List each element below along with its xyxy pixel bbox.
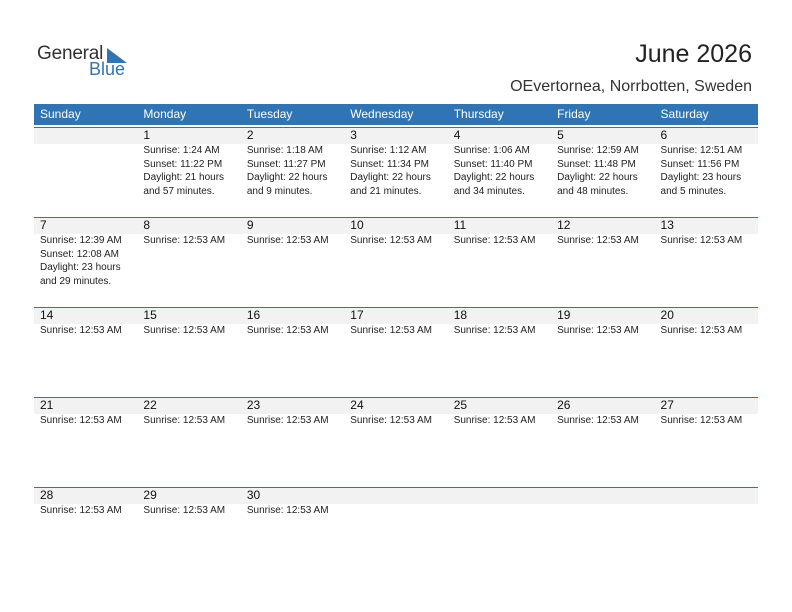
day-cell — [551, 127, 654, 198]
page-title: June 2026 — [635, 40, 752, 68]
day-info-line: and 29 minutes. — [40, 275, 112, 287]
day-info-line: Sunrise: 12:53 AM — [660, 325, 743, 336]
brand-logo — [37, 43, 132, 79]
day-info-line: Sunrise: 12:53 AM — [246, 415, 329, 426]
day-info-line: and 34 minutes. — [453, 185, 525, 197]
day-info-line: Sunset: 11:40 PM — [453, 158, 533, 170]
day-cell — [344, 307, 447, 338]
day-info-line: Sunrise: 12:53 AM — [143, 415, 226, 426]
day-info-line: Daylight: 23 hours — [660, 172, 742, 183]
day-info-line: Sunrise: 12:53 AM — [246, 325, 329, 336]
week-row — [34, 307, 758, 338]
weekday-header-friday: Friday — [557, 107, 591, 121]
day-number: 25 — [453, 398, 468, 412]
day-info-line: Sunrise: 1:12 AM — [350, 145, 427, 156]
day-info-line: Sunrise: 12:51 AM — [660, 145, 743, 156]
day-number: 23 — [246, 398, 261, 412]
day-info-line: and 48 minutes. — [557, 185, 629, 197]
day-number: 28 — [40, 488, 54, 502]
day-info-line: Daylight: 22 hours — [350, 172, 431, 183]
day-number: 24 — [350, 398, 364, 412]
day-cell — [655, 127, 758, 198]
day-info-line: Sunrise: 12:53 AM — [143, 505, 226, 516]
day-info-line: and 9 minutes. — [246, 185, 313, 197]
weekday-header-sunday: Sunday — [40, 107, 81, 121]
day-cell — [551, 487, 654, 518]
day-cell — [551, 217, 654, 288]
weekday-header-tuesday: Tuesday — [246, 107, 293, 121]
day-cell — [241, 217, 344, 288]
day-info-line: Sunrise: 12:39 AM — [40, 235, 122, 246]
weekday-header-wednesday: Wednesday — [350, 107, 414, 121]
day-cell — [137, 397, 240, 428]
day-number — [454, 487, 551, 504]
day-cell — [34, 487, 137, 518]
day-info-line: Sunrise: 12:53 AM — [557, 415, 639, 426]
location-subtitle: OEvertornea, Norrbotten, Sweden — [510, 78, 752, 95]
day-number: 14 — [40, 308, 54, 322]
day-cell — [241, 307, 344, 338]
day-cell — [344, 487, 447, 518]
day-info-line: Sunrise: 12:53 AM — [453, 235, 536, 246]
day-info-line: and 21 minutes. — [350, 185, 422, 197]
day-info-line: Sunrise: 12:53 AM — [40, 415, 122, 426]
day-cell — [655, 217, 758, 288]
day-number: 30 — [246, 488, 261, 502]
day-info-line: Daylight: 22 hours — [557, 172, 638, 183]
day-info-line: Sunrise: 12:59 AM — [557, 145, 639, 156]
day-info-line: and 5 minutes. — [660, 185, 727, 197]
day-info-line: Sunrise: 12:53 AM — [143, 325, 226, 336]
day-info-line: Sunset: 12:08 AM — [40, 248, 119, 260]
day-cell — [448, 487, 551, 518]
day-number: 18 — [453, 308, 468, 322]
day-info-line: Sunset: 11:22 PM — [143, 158, 223, 170]
day-cell — [551, 397, 654, 428]
day-info-line: Sunrise: 12:53 AM — [660, 235, 743, 246]
week-row — [34, 487, 758, 518]
day-cell — [34, 217, 137, 288]
day-number — [661, 487, 758, 504]
day-info-line: Daylight: 22 hours — [246, 172, 328, 183]
day-info-line: Sunrise: 12:53 AM — [557, 325, 639, 336]
day-number: 9 — [246, 218, 254, 232]
day-cell — [655, 307, 758, 338]
day-number: 3 — [350, 128, 357, 142]
day-info-line: Sunrise: 12:53 AM — [660, 415, 743, 426]
day-info-line: Sunrise: 12:53 AM — [350, 415, 432, 426]
day-number: 1 — [143, 128, 151, 142]
day-number: 6 — [660, 128, 668, 142]
day-cell — [137, 217, 240, 288]
day-info-line: Sunrise: 12:53 AM — [246, 235, 329, 246]
day-cell — [344, 217, 447, 288]
day-number: 4 — [453, 128, 461, 142]
day-number: 12 — [557, 218, 571, 232]
weekday-header-saturday: Saturday — [660, 107, 709, 121]
day-number: 10 — [350, 218, 364, 232]
day-info-line: Sunrise: 1:18 AM — [246, 145, 323, 156]
day-number: 11 — [453, 218, 467, 232]
weekday-header-monday: Monday — [143, 107, 187, 121]
day-number — [350, 487, 447, 504]
day-number: 16 — [246, 308, 261, 322]
day-info-line: Sunset: 11:48 PM — [557, 158, 636, 170]
day-number — [557, 487, 654, 504]
day-info-line: Sunrise: 1:06 AM — [453, 145, 530, 156]
day-cell — [344, 127, 447, 198]
day-cell — [344, 397, 447, 428]
day-info-line: Daylight: 23 hours — [40, 262, 121, 273]
week-row — [34, 127, 758, 198]
day-info-line: Sunrise: 12:53 AM — [453, 415, 536, 426]
day-info-line: Sunrise: 12:53 AM — [143, 235, 226, 246]
day-info-line: Daylight: 22 hours — [453, 172, 535, 183]
day-number: 17 — [350, 308, 364, 322]
day-cell — [34, 127, 137, 198]
week-row — [34, 397, 758, 428]
day-cell — [448, 397, 551, 428]
day-cell — [551, 307, 654, 338]
day-info-line: Sunrise: 12:53 AM — [40, 505, 122, 516]
day-number: 13 — [660, 218, 674, 232]
day-cell — [241, 127, 344, 198]
day-cell — [241, 397, 344, 428]
day-cell — [241, 487, 344, 518]
logo-text-blue: Blue — [89, 59, 126, 79]
day-cell — [448, 217, 551, 288]
day-cell — [34, 307, 137, 338]
day-number: 19 — [557, 308, 571, 322]
day-info-line: Sunset: 11:56 PM — [660, 158, 740, 170]
day-cell — [34, 397, 137, 428]
day-number: 21 — [40, 398, 54, 412]
day-info-line: Daylight: 21 hours — [143, 172, 225, 183]
day-info-line: Sunset: 11:27 PM — [246, 158, 326, 170]
day-info-line: Sunrise: 12:53 AM — [350, 235, 432, 246]
day-info-line: Sunrise: 12:53 AM — [246, 505, 329, 516]
day-cell — [655, 397, 758, 428]
day-number: 2 — [246, 128, 254, 142]
day-number: 8 — [143, 218, 151, 232]
day-cell — [137, 127, 240, 198]
day-cell — [137, 307, 240, 338]
day-number: 22 — [143, 398, 157, 412]
day-cell — [137, 487, 240, 518]
day-info-line: Sunrise: 12:53 AM — [350, 325, 432, 336]
day-number: 29 — [143, 488, 157, 502]
day-number — [40, 127, 137, 144]
day-info-line: Sunrise: 12:53 AM — [40, 325, 122, 336]
day-info-line: and 57 minutes. — [143, 185, 215, 197]
day-info-line: Sunset: 11:34 PM — [350, 158, 430, 170]
day-number: 5 — [557, 128, 564, 142]
day-number: 26 — [557, 398, 571, 412]
day-info-line: Sunrise: 1:24 AM — [143, 145, 220, 156]
day-number: 15 — [143, 308, 157, 322]
day-cell — [655, 487, 758, 518]
day-number: 7 — [40, 218, 47, 232]
day-info-line: Sunrise: 12:53 AM — [453, 325, 536, 336]
day-number: 20 — [660, 308, 674, 322]
logo-text-general: General — [37, 43, 104, 64]
day-cell — [448, 307, 551, 338]
day-number: 27 — [660, 398, 674, 412]
day-info-line: Sunrise: 12:53 AM — [557, 235, 639, 246]
week-row — [34, 217, 758, 288]
weekday-header-thursday: Thursday — [453, 107, 504, 121]
day-cell — [448, 127, 551, 198]
weekday-header-row — [34, 104, 758, 125]
